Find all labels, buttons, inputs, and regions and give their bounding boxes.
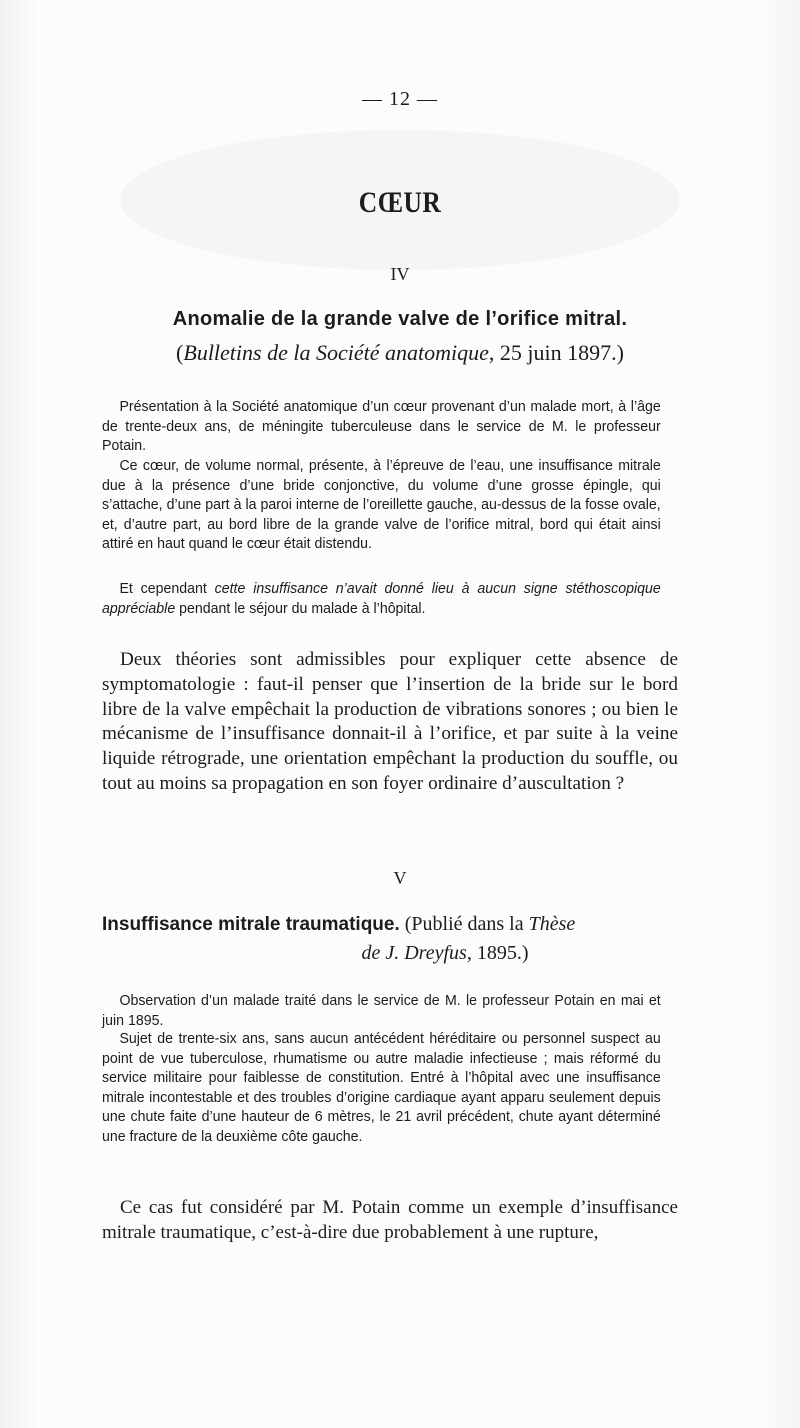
paragraph-observation xyxy=(102,580,661,619)
page-number: — 12 — xyxy=(362,88,438,110)
text-start: Et cependant xyxy=(119,581,215,597)
paragraph-text: Deux théories sont admissibles pour expliquer cette absence de symptomatologie : faut-il penser que l’insertion de la bride sur le bord libre de la valve empêchait la production de vibrations sonores ; ou bien le mécanisme de l’insuffisance donnait-il à l’orifice, et par suite à la veine liquide rétrograde, une orientation empêchant la production du souffle, ou tout au moins sa propagation en son foyer ordinaire d’auscultation ? xyxy=(102,649,678,794)
paragraph-text: Sujet de trente-six ans, sans aucun antécédent héréditaire ou personnel suspect au point de vue tuberculose, rhumatisme ou autre maladie infectieuse ; mais réformé du service militaire pour faiblesse de constitution. Entré à l’hôpital avec une insuffisance mitrale incontestable et des troubles d’origine cardiaque ayant apparu seulement depuis une chute faite d’une hauteur de 6 mètres, le 21 avril précédent, chute ayant déterminé une fracture de la deuxième côte gauche. xyxy=(102,1031,661,1145)
source-author: de J. Dreyfus xyxy=(361,942,467,964)
text-italic: cette insuffisance n’avait donné lieu à aucun signe stéthoscopique appréciable xyxy=(102,581,661,617)
source-open: (Publié dans la xyxy=(399,913,529,935)
paragraph-text: Ce cas fut considéré par M. Potain comme un exemple d’insuffisance mitrale traumatique, c’est-à-dire due probablement à une rupture, xyxy=(102,1197,678,1243)
text-end: pendant le séjour du malade à l’hôpital. xyxy=(175,600,426,617)
chapter-heading: CŒUR xyxy=(358,186,442,219)
paragraph-text xyxy=(102,580,661,619)
section-v-heading xyxy=(102,910,678,967)
paragraph-description xyxy=(102,457,661,555)
paragraph-text: Ce cœur, de volume normal, présente, à l’épreuve de l’eau, une insuffisance mitrale due à la présence d’une bride conjonctive, du volume d’une grosse épingle, qui s’attache, d’une part à la paroi interne de l’oreillette gauche, au-dessus de la fosse ovale, et, d’autre part, au bord libre de la grande valve de l’orifice mitral, bord qui était ainsi attiré en haut quand le cœur était distendu. xyxy=(102,458,661,553)
source-journal: Bulletins de la Société anatomique xyxy=(183,340,489,365)
section-numeral-iv: IV xyxy=(390,264,410,284)
paragraph-presentation xyxy=(102,398,661,457)
section-numeral-v: V xyxy=(393,868,407,888)
source-line-2 xyxy=(102,939,678,967)
paragraph-text: Présentation à la Société anatomique d’un cœur provenant d’un malade mort, à l’âge de trente-deux ans, de méningite tuberculeuse dans le service de M. le professeur Potain. xyxy=(102,399,661,455)
paragraph-observation-intro xyxy=(102,992,661,1031)
source-year: , 1895.) xyxy=(466,942,529,964)
paragraph-theories xyxy=(102,648,678,797)
source-open: ( xyxy=(176,340,184,365)
source-date: , 25 juin 1897.) xyxy=(488,340,624,365)
paragraph-conclusion xyxy=(102,1196,678,1246)
paragraph-case-history xyxy=(102,1030,661,1148)
source-these: Thèse xyxy=(528,913,576,935)
section-iv-title: Anomalie de la grande valve de l’orifice mitral. xyxy=(172,308,628,330)
section-v-title: Insuffisance mitrale traumatique. xyxy=(102,914,400,935)
paragraph-text: Observation d’un malade traité dans le service de M. le professeur Potain en mai et juin 1895. xyxy=(102,993,661,1029)
section-iv-source xyxy=(0,340,800,366)
